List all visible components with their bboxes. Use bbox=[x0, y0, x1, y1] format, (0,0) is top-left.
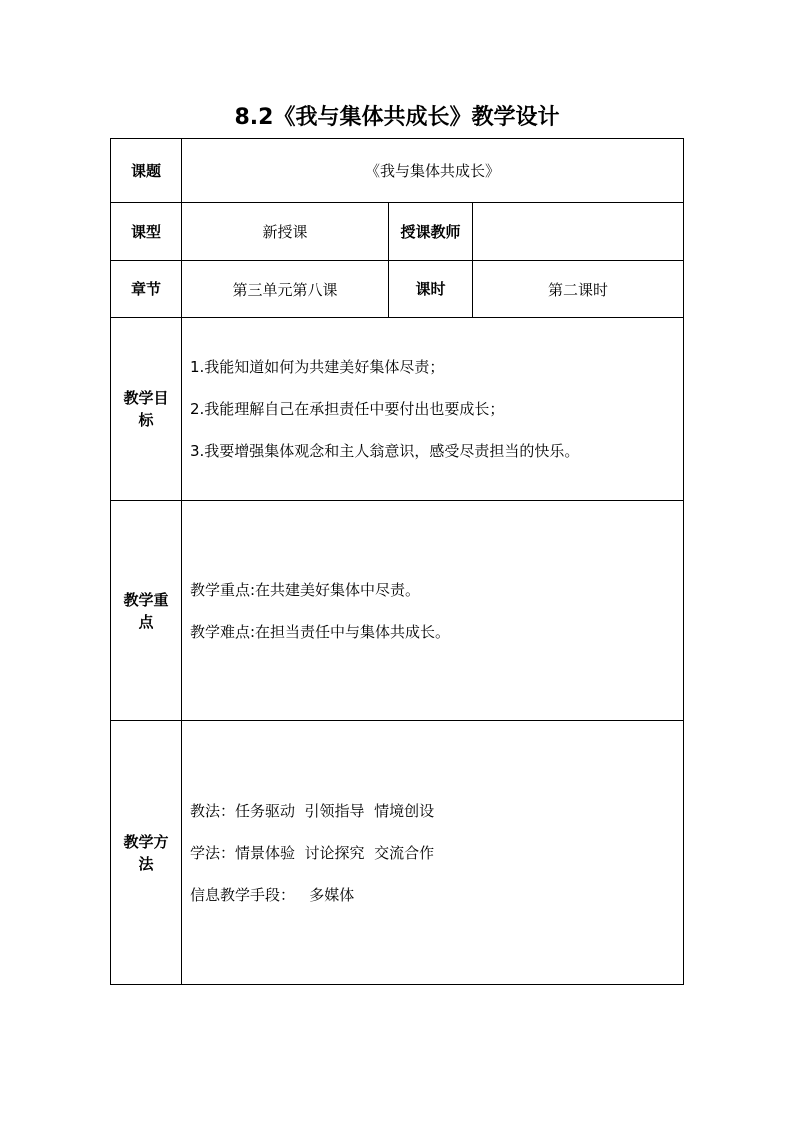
table-row-goals bbox=[111, 318, 684, 501]
keypoints-label-line2: 点 bbox=[138, 612, 154, 631]
goals-label bbox=[111, 318, 182, 501]
keypoints-content bbox=[182, 501, 684, 721]
goal-item: 3.我要增强集体观念和主人翁意识，感受尽责担当的快乐。 bbox=[190, 442, 580, 460]
goals-label-line1: 教学目 bbox=[123, 389, 169, 407]
lesson-plan-table bbox=[110, 138, 684, 985]
keypoint-item: 教学难点:在担当责任中与集体共成长。 bbox=[190, 622, 451, 641]
table-row-topic bbox=[111, 139, 684, 203]
course-type-value: 新授课 bbox=[182, 203, 389, 261]
teacher-label: 授课教师 bbox=[389, 203, 473, 261]
method-item: 教法：任务驱动 引领指导 情境创设 bbox=[190, 801, 435, 820]
goal-item: 1.我能知道如何为共建美好集体尽责； bbox=[190, 358, 445, 376]
period-value: 第二课时 bbox=[473, 261, 684, 318]
table-row-chapter bbox=[111, 261, 684, 318]
table-row-keypoints bbox=[111, 501, 684, 721]
methods-label-line2: 法 bbox=[138, 854, 154, 873]
chapter-label: 章节 bbox=[111, 261, 182, 318]
teacher-value bbox=[473, 203, 684, 261]
course-type-label: 课型 bbox=[111, 203, 182, 261]
goals-content bbox=[182, 318, 684, 501]
keypoints-label bbox=[111, 501, 182, 721]
topic-label: 课题 bbox=[111, 139, 182, 203]
table-row-course-type bbox=[111, 203, 684, 261]
topic-value: 《我与集体共成长》 bbox=[182, 139, 684, 203]
methods-content bbox=[182, 721, 684, 985]
methods-label bbox=[111, 721, 182, 985]
period-label: 课时 bbox=[389, 261, 473, 318]
method-item: 学法：情景体验 讨论探究 交流合作 bbox=[190, 843, 435, 862]
table-row-methods bbox=[111, 721, 684, 985]
goals-label-line2: 标 bbox=[138, 411, 154, 429]
keypoints-label-line1: 教学重 bbox=[123, 590, 169, 609]
methods-label-line1: 教学方 bbox=[123, 832, 169, 851]
chapter-value: 第三单元第八课 bbox=[182, 261, 389, 318]
document-title: 8.2《我与集体共成长》教学设计 bbox=[234, 105, 560, 130]
goal-item: 2.我能理解自己在承担责任中要付出也要成长； bbox=[190, 400, 505, 418]
keypoint-item: 教学重点:在共建美好集体中尽责。 bbox=[190, 580, 421, 599]
method-item: 信息教学手段： 多媒体 bbox=[190, 885, 355, 904]
